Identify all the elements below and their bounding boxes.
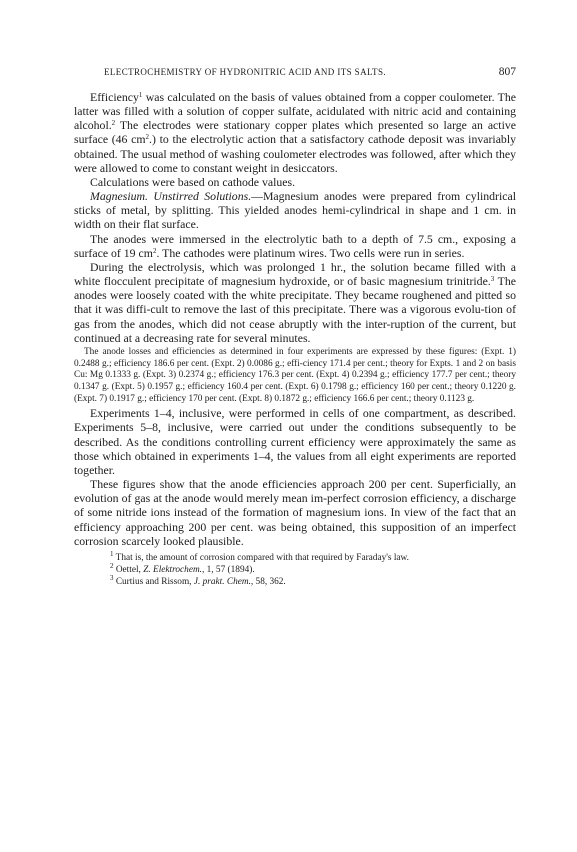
footnotes — [74, 549, 516, 588]
paragraph-anodes: The anodes were immersed in the electrolytic bath to a depth of 7.5 cm., exposing a surface of 19 $cm^2$. The cathodes were platinum wires. Two cells were run in series. — [74, 231, 516, 260]
footnote-ref: 3 — [490, 275, 495, 284]
footnote-1: $^1$ That is, the amount of corrosion compared with that required by Faraday's law. — [110, 549, 409, 563]
superscript: 2 — [145, 133, 150, 142]
page-header — [104, 66, 516, 82]
paragraph-calculations: Calculations were based on cathode values. — [90, 174, 296, 189]
paragraph-electrolysis: During the electrolysis, which was prolonged 1 hr., the solution became filled with a white flocculent precipitate of magnesium hydroxide, or of basic magnesium trinitride.$^3$ The anodes were loosely coated with the white precipitate. They became roughened and pitted so that it was diffi-cult to remove the last of this precipitate. There was a vigorous evolu-tion of gas from the anodes, which did not cease abruptly with the inter-ruption of the current, but continued at a decreasing rate for several minutes. — [74, 259, 517, 345]
footnote-2: $^2$ Oettel, Z. Elektrochem., 1, 57 (1894). — [110, 561, 255, 575]
paragraph-figures: These figures show that the anode efficiencies approach 200 per cent. Superficially, an evolution of gas at the anode would merely mean im-perfect corrosion efficiency, a discharge of some nitride ions instead of the formation of magnesium ions. In view of the fact that an efficiency approaching 200 per cent. was being obtained, this supposition of an imperfect corrosion scarcely looked plausible. — [74, 477, 516, 548]
article-body — [74, 90, 516, 588]
footnote-ref: 1 — [138, 91, 143, 99]
paragraph-efficiency: Efficiency$^1$ was calculated on the basis of values obtained from a copper coulometer. The latter was filled with a solution of copper sulfate, acidulated with nitric acid and containing alcohol.$^2$ The electrodes were stationary copper plates which presented so large an active surface (46 $cm^2$.) to the electrolytic action that a satisfactory cathode deposit was invariably obtained. The usual method of washing coulometer electrodes was followed, after which they were allowed to come to constant weight in desiccators. — [74, 90, 517, 175]
subsection-heading: Unstirred Solutions. — [153, 189, 252, 204]
page-number: 807 — [498, 66, 516, 78]
running-head: ELECTROCHEMISTRY OF HYDRONITRIC ACID AND ITS SALTS. — [104, 67, 387, 77]
results-paragraph: The anode losses and efficiencies as determined in four experiments are expressed by these figures: (Expt. 1) 0.2488 g.; efficiency 186.6 per cent. (Expt. 2) 0.0086 g.; effi-ciency 171.4 per cent.; theory for Expts. 1 and 2 on basis Cu: Mg 0.1333 g. (Expt. 3) 0.2374 g.; efficiency 176.3 per cent. (Expt. 4) 0.2394 g.; efficiency 177.7 per cent.; theory 0.1347 g. (Expt. 5) 0.1957 g.; efficiency 160.4 per cent. (Expt. 6) 0.1798 g.; efficiency 160 per cent.; theory 0.1220 g. (Expt. 7) 0.1917 g.; efficiency 170 per cent. (Expt. 8) 0.1872 g.; efficiency 166.6 per cent.; theory 0.1123 g. — [74, 346, 516, 404]
superscript: 2 — [152, 246, 157, 255]
footnote-3: $^3$ Curtius and Rissom, J. prakt. Chem., 58, 362. — [110, 573, 286, 587]
paragraph-magnesium: Magnesium. Unstirred Solutions.—Magnesium anodes were prepared from cylindrical sticks of metal, by splitting. This yielded anodes hemi-cylindrical in shape and 1 cm. in width on their flat surface. — [74, 189, 516, 232]
footnote-ref: 2 — [111, 119, 116, 128]
paragraph-experiments: Experiments 1–4, inclusive, were performed in cells of one compartment, as described. Experiments 5–8, inclusive, were carried out under the conditions subsequently to be described. As the conditions controlling current efficiency were approximately the same as those which obtained in experiments 1–4, the values from all eight experiments are reported together. — [74, 406, 516, 477]
section-heading: Magnesium. — [90, 189, 148, 204]
